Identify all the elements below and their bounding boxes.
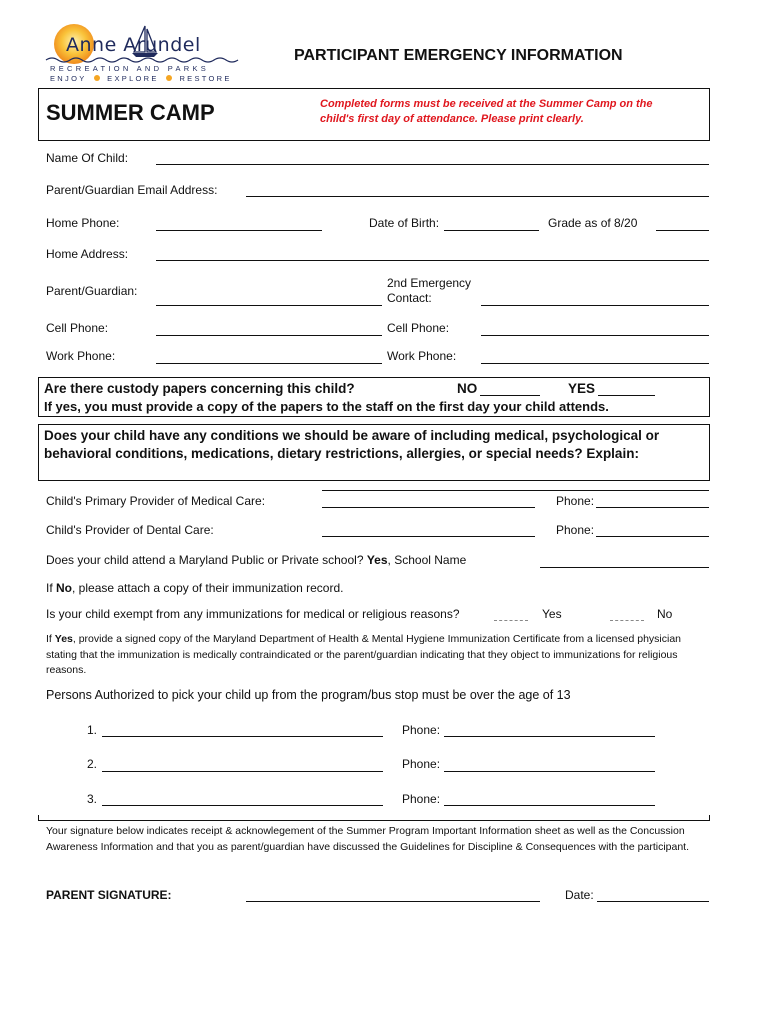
dot-icon [94,75,100,81]
school-question: Does your child attend a Maryland Public or Private school? Yes, School Name [46,553,467,567]
exempt-no-label: No [657,607,673,621]
label-work-phone: Work Phone: [46,349,116,363]
dental-provider-field[interactable] [322,536,535,537]
exempt-question: Is your child exempt from any immunizations for medical or religious reasons? [46,607,460,621]
custody-yes: YES [568,381,596,396]
divider-tick-left [38,815,39,821]
exempt-yes-field[interactable] [494,620,528,621]
phone-dental-field[interactable] [596,536,709,537]
authorized-phone-label-3: Phone: [402,792,441,806]
label-primary-provider: Child's Primary Provider of Medical Care: [46,494,266,508]
label-phone-medical: Phone: [556,494,595,508]
logo-subtitle: RECREATION AND PARKS [50,64,210,73]
home-phone-field[interactable] [156,230,322,231]
logo [44,22,244,84]
parent-email-field[interactable] [246,196,709,197]
parent-signature-label: PARENT SIGNATURE: [46,888,172,902]
label-home-phone: Home Phone: [46,216,120,230]
custody-instruction: If yes, you must provide a copy of the papers to the staff on the first day your child attends. [44,399,609,414]
school-name-field[interactable] [540,567,709,568]
cell-phone-field[interactable] [156,335,382,336]
camp-title: SUMMER CAMP [46,100,215,125]
custody-yes-field[interactable] [598,395,655,396]
dot-icon [166,75,172,81]
authorized-phone-2[interactable] [444,771,655,772]
label-dob: Date of Birth: [369,216,440,230]
logo-tagline: ENJOY EXPLORE RESTORE [50,74,232,83]
authorized-heading: Persons Authorized to pick your child up from the program/bus stop must be over the age of 13 [46,688,571,702]
authorized-phone-1[interactable] [444,736,655,737]
custody-no-field[interactable] [480,395,540,396]
name-of-child-field[interactable] [156,164,709,165]
label-emergency-contact: 2nd Emergency Contact: [387,276,472,305]
signature-statement: Your signature below indicates receipt & acknowlegement of the Summer Program Important Information sheet as well as the Concussion Awareness Information and that you as parent/guardian have discussed the Guidelines for Discipline & Consequences with the participant. [46,825,690,853]
authorized-phone-label-2: Phone: [402,757,441,771]
label-dental-provider: Child's Provider of Dental Care: [46,523,214,537]
custody-no: NO [457,381,478,396]
label-parent-guardian: Parent/Guardian: [46,284,138,298]
label-phone-dental: Phone: [556,523,595,537]
label-parent-email: Parent/Guardian Email Address: [46,183,218,197]
label-work-phone-2: Work Phone: [387,349,457,363]
authorized-name-2[interactable] [102,771,383,772]
work-phone-2-field[interactable] [481,363,709,364]
exempt-note: If Yes, provide a signed copy of the Maryland Department of Health & Mental Hygiene Immunization Certificate from a licensed physician stating that the immunization is medically contraindicated or the parent/guardian indicating that they object to immunizations for religious reasons. [46,633,682,676]
label-cell-phone: Cell Phone: [46,321,109,335]
dob-field[interactable] [444,230,539,231]
authorized-name-1[interactable] [102,736,383,737]
exempt-no-field[interactable] [610,620,644,621]
authorized-phone-label-1: Phone: [402,723,441,737]
conditions-question: Does your child have any conditions we should be aware of including medical, psychological or behavioral conditions, medications, dietary restrictions, allergies, or special needs? Explain: [44,428,660,461]
logo-name: Anne Arundel [66,34,201,56]
date-label: Date: [565,888,594,902]
page-title: PARTICIPANT EMERGENCY INFORMATION [294,47,623,64]
phone-medical-field[interactable] [596,507,709,508]
emergency-contact-field[interactable] [481,305,709,306]
cell-phone-2-field[interactable] [481,335,709,336]
authorized-number-3: 3. [87,792,98,806]
authorized-number-1: 1. [87,723,98,737]
authorized-number-2: 2. [87,757,98,771]
exempt-yes-label: Yes [542,607,562,621]
notice-text: Completed forms must be received at the Summer Camp on the child's first day of attendance. Please print clearly. [320,98,653,125]
primary-provider-field[interactable] [322,507,535,508]
school-no-instruction: If No, please attach a copy of their immunization record. [46,581,344,595]
label-grade: Grade as of 8/20 [548,216,638,230]
parent-guardian-field[interactable] [156,305,382,306]
medical-top-line [322,490,709,491]
label-cell-phone-2: Cell Phone: [387,321,450,335]
home-address-field[interactable] [156,260,709,261]
divider-tick-right [709,815,710,821]
authorized-name-3[interactable] [102,805,383,806]
parent-signature-field[interactable] [246,901,540,902]
custody-question: Are there custody papers concerning this child? [44,381,355,396]
work-phone-field[interactable] [156,363,382,364]
label-home-address: Home Address: [46,247,129,261]
label-name-of-child: Name Of Child: [46,151,129,165]
date-field[interactable] [597,901,709,902]
grade-field[interactable] [656,230,709,231]
authorized-phone-3[interactable] [444,805,655,806]
signature-divider [38,820,710,821]
